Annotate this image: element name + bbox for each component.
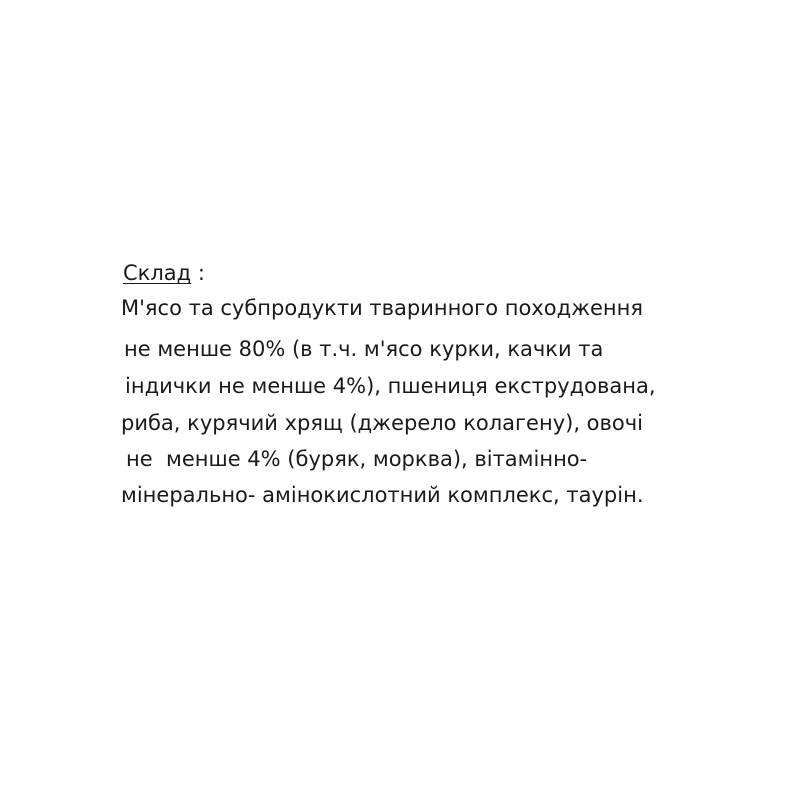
composition-line-5: не менше 4% (буряк, морква), вітамінно- [126,447,588,471]
composition-heading [123,258,205,288]
heading-word: Склад [123,261,192,285]
heading-suffix: : [191,261,205,285]
composition-line-1: М'ясо та субпродукти тваринного походження [121,296,644,320]
composition-line-4: риба, курячий хрящ (джерело колагену), овочі [121,411,643,435]
composition-line-6: мінерально- амінокислотний комплекс, таурін. [121,483,644,507]
composition-line-2: не менше 80% (в т.ч. м'ясо курки, качки та [124,337,604,361]
composition-line-3: індички не менше 4%), пшениця екструдована, [125,374,656,398]
